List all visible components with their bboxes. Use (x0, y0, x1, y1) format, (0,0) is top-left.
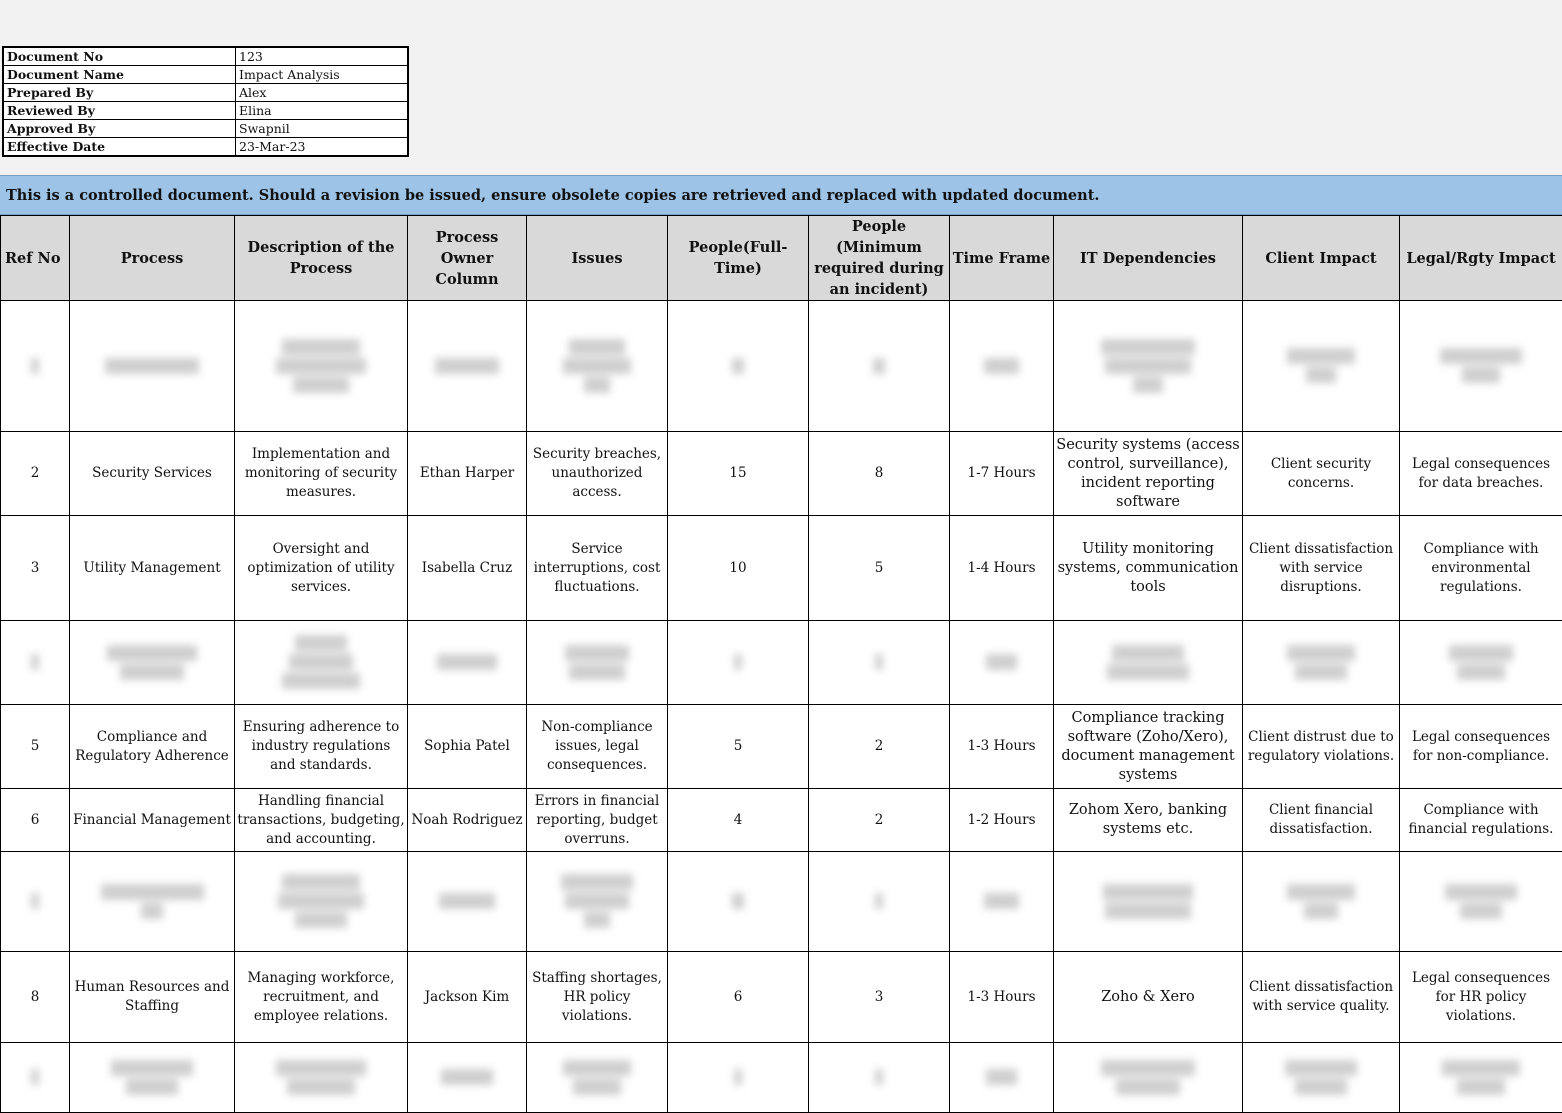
cell-description[interactable]: Handling financial transactions, budgeting, and accounting. (235, 789, 408, 852)
cell-time-frame[interactable]: 1-4 Hours (950, 516, 1054, 621)
redacted-cell[interactable] (809, 301, 950, 432)
redacted-cell[interactable] (809, 621, 950, 705)
redacted-cell[interactable] (408, 621, 527, 705)
cell-people-full-time[interactable]: 5 (668, 705, 809, 789)
redacted-cell[interactable] (1, 301, 70, 432)
col-people-minimum[interactable]: People (Minimum required during an incident) (809, 216, 950, 301)
cell-people-minimum[interactable]: 8 (809, 432, 950, 516)
meta-label[interactable]: Effective Date (3, 138, 236, 157)
cell-it-dependencies[interactable]: Utility monitoring systems, communication tools (1054, 516, 1243, 621)
controlled-document-banner[interactable]: This is a controlled document. Should a revision be issued, ensure obsolete copies are retrieved and replaced with updated document. (0, 175, 1562, 215)
meta-row (3, 84, 408, 102)
cell-people-full-time[interactable]: 6 (668, 952, 809, 1043)
cell-owner[interactable]: Isabella Cruz (408, 516, 527, 621)
redacted-cell[interactable] (527, 301, 668, 432)
meta-row (3, 120, 408, 138)
cell-owner[interactable]: Sophia Patel (408, 705, 527, 789)
cell-legal-impact[interactable]: Legal consequences for non-compliance. (1400, 705, 1562, 789)
col-time-frame[interactable]: Time Frame (950, 216, 1054, 301)
table-row (1, 705, 1562, 789)
cell-client-impact[interactable]: Client distrust due to regulatory violations. (1243, 705, 1400, 789)
cell-process[interactable]: Compliance and Regulatory Adherence (70, 705, 235, 789)
cell-legal-impact[interactable]: Compliance with financial regulations. (1400, 789, 1562, 852)
cell-issues[interactable]: Security breaches, unauthorized access. (527, 432, 668, 516)
meta-value[interactable]: Impact Analysis (236, 66, 409, 84)
table-row (1, 516, 1562, 621)
cell-issues[interactable]: Service interruptions, cost fluctuations. (527, 516, 668, 621)
cell-people-minimum[interactable]: 3 (809, 952, 950, 1043)
table-row (1, 789, 1562, 852)
cell-people-minimum[interactable]: 2 (809, 705, 950, 789)
table-row (1, 432, 1562, 516)
redacted-cell[interactable] (950, 301, 1054, 432)
cell-it-dependencies[interactable]: Zoho & Xero (1054, 952, 1243, 1043)
col-client-impact[interactable]: Client Impact (1243, 216, 1400, 301)
cell-process[interactable]: Security Services (70, 432, 235, 516)
cell-people-full-time[interactable]: 4 (668, 789, 809, 852)
cell-people-minimum[interactable]: 2 (809, 789, 950, 852)
cell-it-dependencies[interactable]: Zohom Xero, banking systems etc. (1054, 789, 1243, 852)
cell-owner[interactable]: Jackson Kim (408, 952, 527, 1043)
redacted-cell[interactable] (70, 301, 235, 432)
meta-label[interactable]: Approved By (3, 120, 236, 138)
redacted-cell[interactable] (1, 852, 70, 952)
redacted-cell[interactable] (1400, 852, 1562, 952)
meta-row (3, 47, 408, 66)
col-description[interactable]: Description of the Process (235, 216, 408, 301)
cell-owner[interactable]: Noah Rodriguez (408, 789, 527, 852)
redacted-cell[interactable] (527, 852, 668, 952)
redacted-cell[interactable] (1400, 621, 1562, 705)
cell-issues[interactable]: Non-compliance issues, legal consequences. (527, 705, 668, 789)
meta-label[interactable]: Prepared By (3, 84, 236, 102)
redacted-cell[interactable] (1400, 1043, 1562, 1113)
meta-label[interactable]: Document No (3, 47, 236, 66)
cell-time-frame[interactable]: 1-2 Hours (950, 789, 1054, 852)
cell-client-impact[interactable]: Client financial dissatisfaction. (1243, 789, 1400, 852)
meta-value[interactable]: 123 (236, 47, 409, 66)
redacted-cell[interactable] (235, 1043, 408, 1113)
meta-value[interactable]: Alex (236, 84, 409, 102)
meta-value[interactable]: 23-Mar-23 (236, 138, 409, 157)
redacted-cell[interactable] (809, 1043, 950, 1113)
redacted-row (1, 1043, 1562, 1113)
document-info-table (2, 46, 409, 157)
cell-legal-impact[interactable]: Legal consequences for HR policy violations. (1400, 952, 1562, 1043)
cell-issues[interactable]: Errors in financial reporting, budget overruns. (527, 789, 668, 852)
redacted-cell[interactable] (1054, 852, 1243, 952)
cell-process[interactable]: Human Resources and Staffing (70, 952, 235, 1043)
redacted-cell[interactable] (1054, 301, 1243, 432)
cell-owner[interactable]: Ethan Harper (408, 432, 527, 516)
col-process-owner[interactable]: Process Owner Column (408, 216, 527, 301)
redacted-cell[interactable] (235, 852, 408, 952)
cell-client-impact[interactable]: Client dissatisfaction with service quality. (1243, 952, 1400, 1043)
cell-description[interactable]: Implementation and monitoring of security measures. (235, 432, 408, 516)
cell-client-impact[interactable]: Client security concerns. (1243, 432, 1400, 516)
redacted-cell[interactable] (235, 621, 408, 705)
col-ref-no[interactable]: Ref No (1, 216, 70, 301)
redacted-cell[interactable] (1243, 301, 1400, 432)
impact-analysis-table (0, 215, 1562, 1113)
cell-ref-no[interactable]: 3 (1, 516, 70, 621)
cell-people-minimum[interactable]: 5 (809, 516, 950, 621)
cell-it-dependencies[interactable]: Compliance tracking software (Zoho/Xero), document management systems (1054, 705, 1243, 789)
redacted-cell[interactable] (70, 1043, 235, 1113)
col-it-dependencies[interactable]: IT Dependencies (1054, 216, 1243, 301)
redacted-cell[interactable] (1400, 301, 1562, 432)
redacted-row (1, 301, 1562, 432)
redacted-cell[interactable] (408, 1043, 527, 1113)
meta-value[interactable]: Elina (236, 102, 409, 120)
meta-row (3, 66, 408, 84)
redacted-row (1, 621, 1562, 705)
cell-process[interactable]: Financial Management (70, 789, 235, 852)
redacted-cell[interactable] (668, 621, 809, 705)
redacted-cell[interactable] (408, 852, 527, 952)
cell-legal-impact[interactable]: Compliance with environmental regulations. (1400, 516, 1562, 621)
cell-people-full-time[interactable]: 15 (668, 432, 809, 516)
redacted-cell[interactable] (527, 621, 668, 705)
cell-description[interactable]: Managing workforce, recruitment, and employee relations. (235, 952, 408, 1043)
redacted-cell[interactable] (408, 301, 527, 432)
cell-description[interactable]: Oversight and optimization of utility services. (235, 516, 408, 621)
meta-label[interactable]: Reviewed By (3, 102, 236, 120)
cell-people-full-time[interactable]: 10 (668, 516, 809, 621)
redacted-cell[interactable] (1054, 1043, 1243, 1113)
redacted-cell[interactable] (950, 1043, 1054, 1113)
meta-row (3, 102, 408, 120)
col-process[interactable]: Process (70, 216, 235, 301)
cell-client-impact[interactable]: Client dissatisfaction with service disruptions. (1243, 516, 1400, 621)
redacted-cell[interactable] (527, 1043, 668, 1113)
col-people-full-time[interactable]: People(Full-Time) (668, 216, 809, 301)
redacted-row (1, 852, 1562, 952)
redacted-cell[interactable] (1, 1043, 70, 1113)
cell-ref-no[interactable]: 2 (1, 432, 70, 516)
cell-time-frame[interactable]: 1-3 Hours (950, 705, 1054, 789)
redacted-cell[interactable] (1243, 621, 1400, 705)
redacted-cell[interactable] (235, 301, 408, 432)
redacted-cell[interactable] (1054, 621, 1243, 705)
redacted-cell[interactable] (70, 621, 235, 705)
meta-row (3, 138, 408, 157)
redacted-cell[interactable] (668, 852, 809, 952)
cell-ref-no[interactable]: 6 (1, 789, 70, 852)
cell-process[interactable]: Utility Management (70, 516, 235, 621)
cell-ref-no[interactable]: 8 (1, 952, 70, 1043)
col-legal-impact[interactable]: Legal/Rgty Impact (1400, 216, 1562, 301)
redacted-cell[interactable] (1, 621, 70, 705)
cell-it-dependencies[interactable]: Security systems (access control, surveillance), incident reporting software (1054, 432, 1243, 516)
redacted-cell[interactable] (668, 1043, 809, 1113)
redacted-cell[interactable] (950, 621, 1054, 705)
redacted-cell[interactable] (809, 852, 950, 952)
cell-time-frame[interactable]: 1-3 Hours (950, 952, 1054, 1043)
cell-description[interactable]: Ensuring adherence to industry regulations and standards. (235, 705, 408, 789)
cell-issues[interactable]: Staffing shortages, HR policy violations. (527, 952, 668, 1043)
meta-label[interactable]: Document Name (3, 66, 236, 84)
table-row (1, 952, 1562, 1043)
redacted-cell[interactable] (1243, 852, 1400, 952)
redacted-cell[interactable] (950, 852, 1054, 952)
col-issues[interactable]: Issues (527, 216, 668, 301)
cell-ref-no[interactable]: 5 (1, 705, 70, 789)
header-row (1, 216, 1562, 301)
redacted-cell[interactable] (70, 852, 235, 952)
redacted-cell[interactable] (1243, 1043, 1400, 1113)
meta-value[interactable]: Swapnil (236, 120, 409, 138)
cell-time-frame[interactable]: 1-7 Hours (950, 432, 1054, 516)
cell-legal-impact[interactable]: Legal consequences for data breaches. (1400, 432, 1562, 516)
redacted-cell[interactable] (668, 301, 809, 432)
